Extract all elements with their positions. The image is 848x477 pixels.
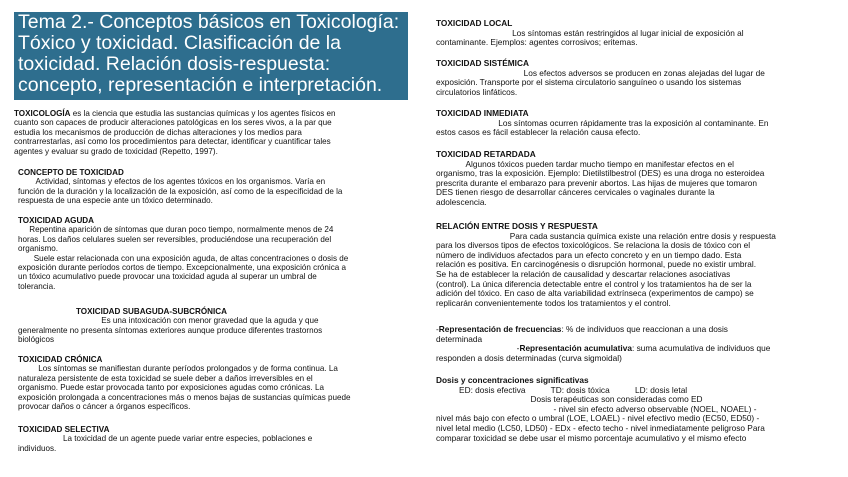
selectiva-line: individuos. — [18, 443, 57, 453]
dosis-section — [436, 376, 841, 443]
aguda-line: un tóxico acumulativo puede provocar una toxicidad aguda al superar un umbral de — [18, 272, 317, 282]
cronica-section — [18, 355, 418, 411]
frecuencias-line2: determinada — [436, 333, 483, 344]
title-line: Tema 2.- Conceptos básicos en Toxicología: — [18, 11, 400, 33]
dosis-heading: Dosis y concentraciones significativas — [436, 375, 589, 385]
subaguda-line: biológicos — [18, 335, 54, 345]
concepto-line: Actividad, síntomas y efectos de los agentes tóxicos en los organismos. Varía en — [18, 177, 326, 187]
concepto-line: función de la duración y la localización de la exposición, así como de la especificidad de la — [18, 186, 343, 196]
subaguda-line: generalmente no presenta síntomas exteriores aunque produce diferentes trastornos — [18, 325, 323, 335]
dosis-line: Dosis terapéuticas son consideradas como ED — [436, 394, 703, 405]
intro-line: cuanto son capaces de producir alteraciones patológicas en los seres vivos, a la par que — [14, 118, 332, 128]
acumulativa-indent: - — [436, 343, 520, 354]
relacion-line: número de individuos afectados para un efecto concreto y en un tiempo dado. Esta — [436, 249, 742, 260]
cronica-line: provocar daños o cáncer a órganos específicos. — [18, 402, 191, 412]
cronica-line: organismo. Puede estar provocada tanto por exposiciones agudas como crónicas. La — [18, 383, 324, 393]
relacion-line: adición del tóxico. En caso de alta variabilidad extrínseca (experimentos de campo) se — [436, 288, 754, 299]
frecuencias-term: Representación de frecuencias — [438, 324, 562, 334]
sistemica-line: circulatorios linfáticos. — [436, 86, 518, 97]
aguda-line: horas. Los daños celulares suelen ser reversibles, produciéndose una recuperación del — [18, 234, 332, 244]
local-section — [436, 19, 841, 48]
retardada-line: prescrita durante el embarazo para prevenir abortos. Las hijas de mujeres que tomaron — [436, 177, 757, 188]
acumulativa-term: Representación acumulativa — [519, 343, 632, 354]
intro-section — [14, 109, 414, 156]
title-line: Tóxico y toxicidad. Clasificación de la — [18, 32, 341, 54]
frecuencias-prefix: - — [436, 324, 439, 334]
intro-line: contrarrestarlas, así como los procedimientos para detectar, identificar y cuantificar tales — [14, 137, 331, 147]
cronica-line: Los síntomas se manifiestan durante períodos prolongados y de forma continua. La — [18, 364, 338, 374]
dosis-line: nivel letal medio (LC50, LD50) - EDx - efecto techo - nivel inmediatamente peligroso Para — [436, 422, 765, 433]
dosis-line: nivel más bajo con efecto o umbral (LOE, LOAEL) - nivel efectivo medio (EC50, ED50) - — [436, 413, 760, 424]
inmediata-line: estos casos es fácil establecer la relación causa efecto. — [436, 127, 641, 138]
cronica-line: exposición prolongada a concentraciones más o menos bajas de sustancias químicas puede — [18, 392, 351, 402]
aguda-line: Suele estar relacionada con una exposición aguda, de altas concentraciones o dosis de — [18, 253, 349, 263]
dosis-line: ED: dosis efectiva TD: dosis tóxica LD: dosis letal — [436, 384, 688, 395]
concepto-line: respuesta de una especie ante un tóxico determinado. — [18, 196, 213, 206]
sistemica-heading: TOXICIDAD SISTÉMICA — [436, 58, 529, 68]
retardada-line: adolescencia. — [436, 196, 487, 207]
intro-line: es la ciencia que estudia las sustancias químicas y los agentes físicos en — [70, 109, 336, 118]
retardada-section — [436, 150, 841, 208]
dosis-line: comparar toxicidad se debe usar el mismo porcentaje acumulativo y el mismo efecto — [436, 432, 747, 443]
frecuencias-section — [436, 325, 841, 363]
concepto-heading: CONCEPTO DE TOXICIDAD — [18, 168, 124, 177]
cronica-heading: TOXICIDAD CRÓNICA — [18, 355, 103, 364]
subaguda-section — [18, 307, 418, 345]
relacion-line: (control). La única diferencia detectable entre el control y los tratamientos ha de ser la — [436, 278, 752, 289]
aguda-line: tolerancia. — [18, 281, 56, 291]
inmediata-section — [436, 109, 841, 138]
selectiva-section — [18, 425, 418, 453]
frecuencias-rest: : % de individuos que reaccionan a una dosis — [561, 324, 728, 334]
acumulativa-rest: : suma acumulativa de individuos que — [631, 343, 771, 354]
title-line: toxicidad. Relación dosis-respuesta: — [18, 53, 331, 75]
selectiva-line: La toxicidad de un agente puede variar entre especies, poblaciones e — [18, 434, 313, 444]
inmediata-heading: TOXICIDAD INMEDIATA — [436, 108, 529, 118]
inmediata-line: Los síntomas ocurren rápidamente tras la exposición al contaminante. En — [436, 117, 769, 128]
subaguda-line: Es una intoxicación con menor gravedad que la aguda y que — [18, 316, 319, 326]
local-line: contaminante. Ejemplos: agentes corrosivos; eritemas. — [436, 37, 638, 48]
retardada-heading: TOXICIDAD RETARDADA — [436, 149, 536, 159]
subaguda-heading: TOXICIDAD SUBAGUDA-SUBCRÓNICA — [76, 307, 227, 316]
title-banner — [14, 12, 408, 100]
aguda-line: Repentina aparición de síntomas que duran poco tiempo, normalmente menos de 24 — [18, 225, 334, 235]
aguda-line: organismo. — [18, 244, 59, 254]
relacion-line: para los diversos tipos de efectos toxicológicos. Se relaciona la dosis de tóxico con el — [436, 240, 751, 251]
dosis-line: - nivel sin efecto adverso observable (NOEL, NOAEL) - — [436, 403, 757, 414]
retardada-line: DES tienen riesgo de desarrollar cánceres cervicales o vaginales durante la — [436, 187, 715, 198]
aguda-line: exposición durante períodos cortos de tiempo. Excepcionalmente, una exposición crónica a — [18, 263, 346, 273]
relacion-line: relación es positiva. En carcinogénesis o disrupción hormonal, puede no existir umbral. — [436, 259, 757, 270]
relacion-line: replicarán convenientemente todos los tratamientos y el control. — [436, 297, 671, 308]
sistemica-section — [436, 59, 841, 97]
intro-line: estudia los mecanismos de producción de dichas alteraciones y los medios para — [14, 127, 302, 137]
sistemica-line: exposición. Transporte por el sistema circulatorio sanguíneo o usando los sistemas — [436, 77, 742, 88]
aguda-heading: TOXICIDAD AGUDA — [18, 216, 94, 225]
intro-term: TOXICOLOGÍA — [14, 109, 71, 118]
retardada-line: Algunos tóxicos pueden tardar mucho tiempo en manifestar efectos en el — [436, 158, 734, 169]
intro-line: agentes y evaluar su grado de toxicidad (Repetto, 1997). — [14, 146, 218, 156]
title-line: concepto, representación e interpretación. — [18, 74, 383, 96]
retardada-line: organismo, tras la exposición. Ejemplo: Dietilstilbestrol (DES) es una droga no esteroidea — [436, 168, 765, 179]
cronica-line: naturaleza persistente de esta toxicidad se suele deber a daños irreversibles en el — [18, 373, 313, 383]
relacion-heading: RELACIÓN ENTRE DOSIS Y RESPUESTA — [436, 221, 598, 231]
concepto-section — [18, 168, 418, 206]
acumulativa-line2: responden a dosis determinadas (curva sigmoidal) — [436, 352, 622, 363]
aguda-section — [18, 216, 418, 291]
sistemica-line: Los efectos adversos se producen en zonas alejadas del lugar de — [436, 67, 765, 78]
relacion-section — [436, 222, 841, 308]
local-heading: TOXICIDAD LOCAL — [436, 18, 513, 28]
selectiva-heading: TOXICIDAD SELECTIVA — [18, 425, 110, 434]
relacion-line: Se ha de establecer la relación de causalidad y descartar relaciones asociativas — [436, 268, 731, 279]
local-line: Los síntomas están restringidos al lugar inicial de exposición al — [436, 27, 744, 38]
relacion-line: Para cada sustancia química existe una relación entre dosis y respuesta — [436, 230, 776, 241]
